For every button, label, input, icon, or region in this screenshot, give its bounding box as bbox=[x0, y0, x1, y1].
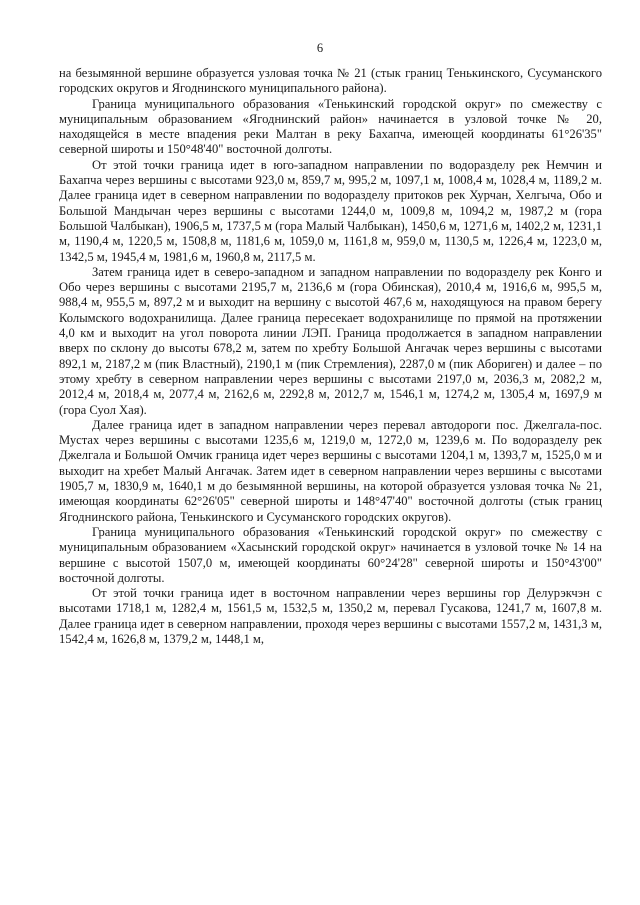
paragraph-eastern-direction: От этой точки граница идет в восточном направлении через вершины гор Делурэкчэн с высотами 1718,1 м, 1282,4 м, 1561,5 м, 1532,5 м, 1350,2 м, перевал Гусакова, 1241,7 м, 1607,8 м. Далее граница идет в северном направлении, проходя через вершины с высотами 1557,2 м, 1431,3 м, 1542,4 м, 1626,8 м, 1379,2 м, 1448,1 м, bbox=[59, 586, 602, 646]
paragraph-western-direction: Далее граница идет в западном направлении через перевал автодороги пос. Джелгала-пос. Мустах через вершины с высотами 1235,6 м, 1219,0 м, 1272,0 м, 1239,6 м. По водоразделу рек Джелгала и Большой Омчик граница идет через вершины с высотами 1204,1 м, 1393,7 м, 1525,0 м и выходит на хребет Малый Ангачак. Затем идет в северном направлении через вершины с высотами 1905,7 м, 1830,9 м, 1640,1 м до безымянной вершины, на которой образуется узловая точка № 21, имеющая координаты 62°26'05" северной широты и 148°47'40" восточной долготы (стык границ Ягоднинского района, Тенькинского и Сусуманского городских округов). bbox=[59, 417, 602, 524]
paragraph-southwest-direction: От этой точки граница идет в юго-западном направлении по водоразделу рек Немчин и Бахапча через вершины с высотами 923,0 м, 859,7 м, 995,2 м, 1097,1 м, 1008,4 м, 1028,4 м, 1189,2 м. Далее граница идет в северном направлении по водоразделу притоков рек Хурчан, Хелгыча, Обо и Большой Мандычан через вершины с высотами 1244,0 м, 1009,8 м, 1094,2 м, 1987,2 м (гора Большой Чалбыкан), 1906,5 м, 1737,5 м (гора Малый Чалбыкан), 1450,6 м, 1271,6 м, 1402,2 м, 1231,1 м, 1190,4 м, 1220,5 м, 1508,8 м, 1181,6 м, 1059,0 м, 1161,8 м, 959,0 м, 1130,5 м, 1226,4 м, 1223,0 м, 1342,5 м, 1945,4 м, 1981,6 м, 1960,8 м, 2117,5 м. bbox=[59, 157, 602, 264]
paragraph-yagodninsky-boundary: Граница муниципального образования «Тенькинский городской округ» по смежеству с муниципальным образованием «Ягоднинский район» начинается в узловой точке № 20, находящейся в месте впадения реки Малтан в реку Бахапча, имеющей координаты 61°26'35" северной широты и 150°48'40" восточной долготы. bbox=[59, 96, 602, 157]
document-body bbox=[59, 66, 602, 647]
paragraph-northwest-direction: Затем граница идет в северо-западном и западном направлении по водоразделу рек Конго и Обо через вершины с высотами 2195,7 м, 2136,6 м (гора Обинская), 2010,4 м, 1916,6 м, 995,5 м, 988,4 м, 955,5 м, 897,2 м и выходит на вершину с высотой 467,6 м, находящуюся на правом берегу Колымского водохранилища. Далее граница пересекает водохранилище по прямой на протяжении 4,0 км и выходит на угол поворота линии ЛЭП. Граница продолжается в западном направлении вверх по склону до высоты 678,2 м, затем по хребту Большой Ангачак через вершины с высотами 892,1 м, 2187,2 м (пик Властный), 2190,1 м (пик Стремления), 2287,0 м (пик Абориген) и далее – по этому хребту в северном направлении через вершины с высотами 2197,0 м, 2036,3 м, 2082,2 м, 2012,4 м, 2018,4 м, 2077,4 м, 2162,6 м, 2292,8 м, 2012,7 м, 1546,1 м, 1274,2 м, 1305,4 м, 1697,9 м (гора Суол Хая). bbox=[59, 264, 602, 417]
paragraph-continuation: на безымянной вершине образуется узловая точка № 21 (стык границ Тенькинского, Сусуманского городских округов и Ягоднинского муниципального района). bbox=[59, 66, 602, 96]
page-number: 6 bbox=[316, 41, 324, 55]
paragraph-khasynsky-boundary: Граница муниципального образования «Тенькинский городской округ» по смежеству с муниципальным образованием «Хасынский городской округ» начинается в узловой точке № 14 на вершине с высотой 1507,0 м, имеющей координаты 60°24'28" северной широты и 150°43'00" восточной долготы. bbox=[59, 524, 602, 585]
